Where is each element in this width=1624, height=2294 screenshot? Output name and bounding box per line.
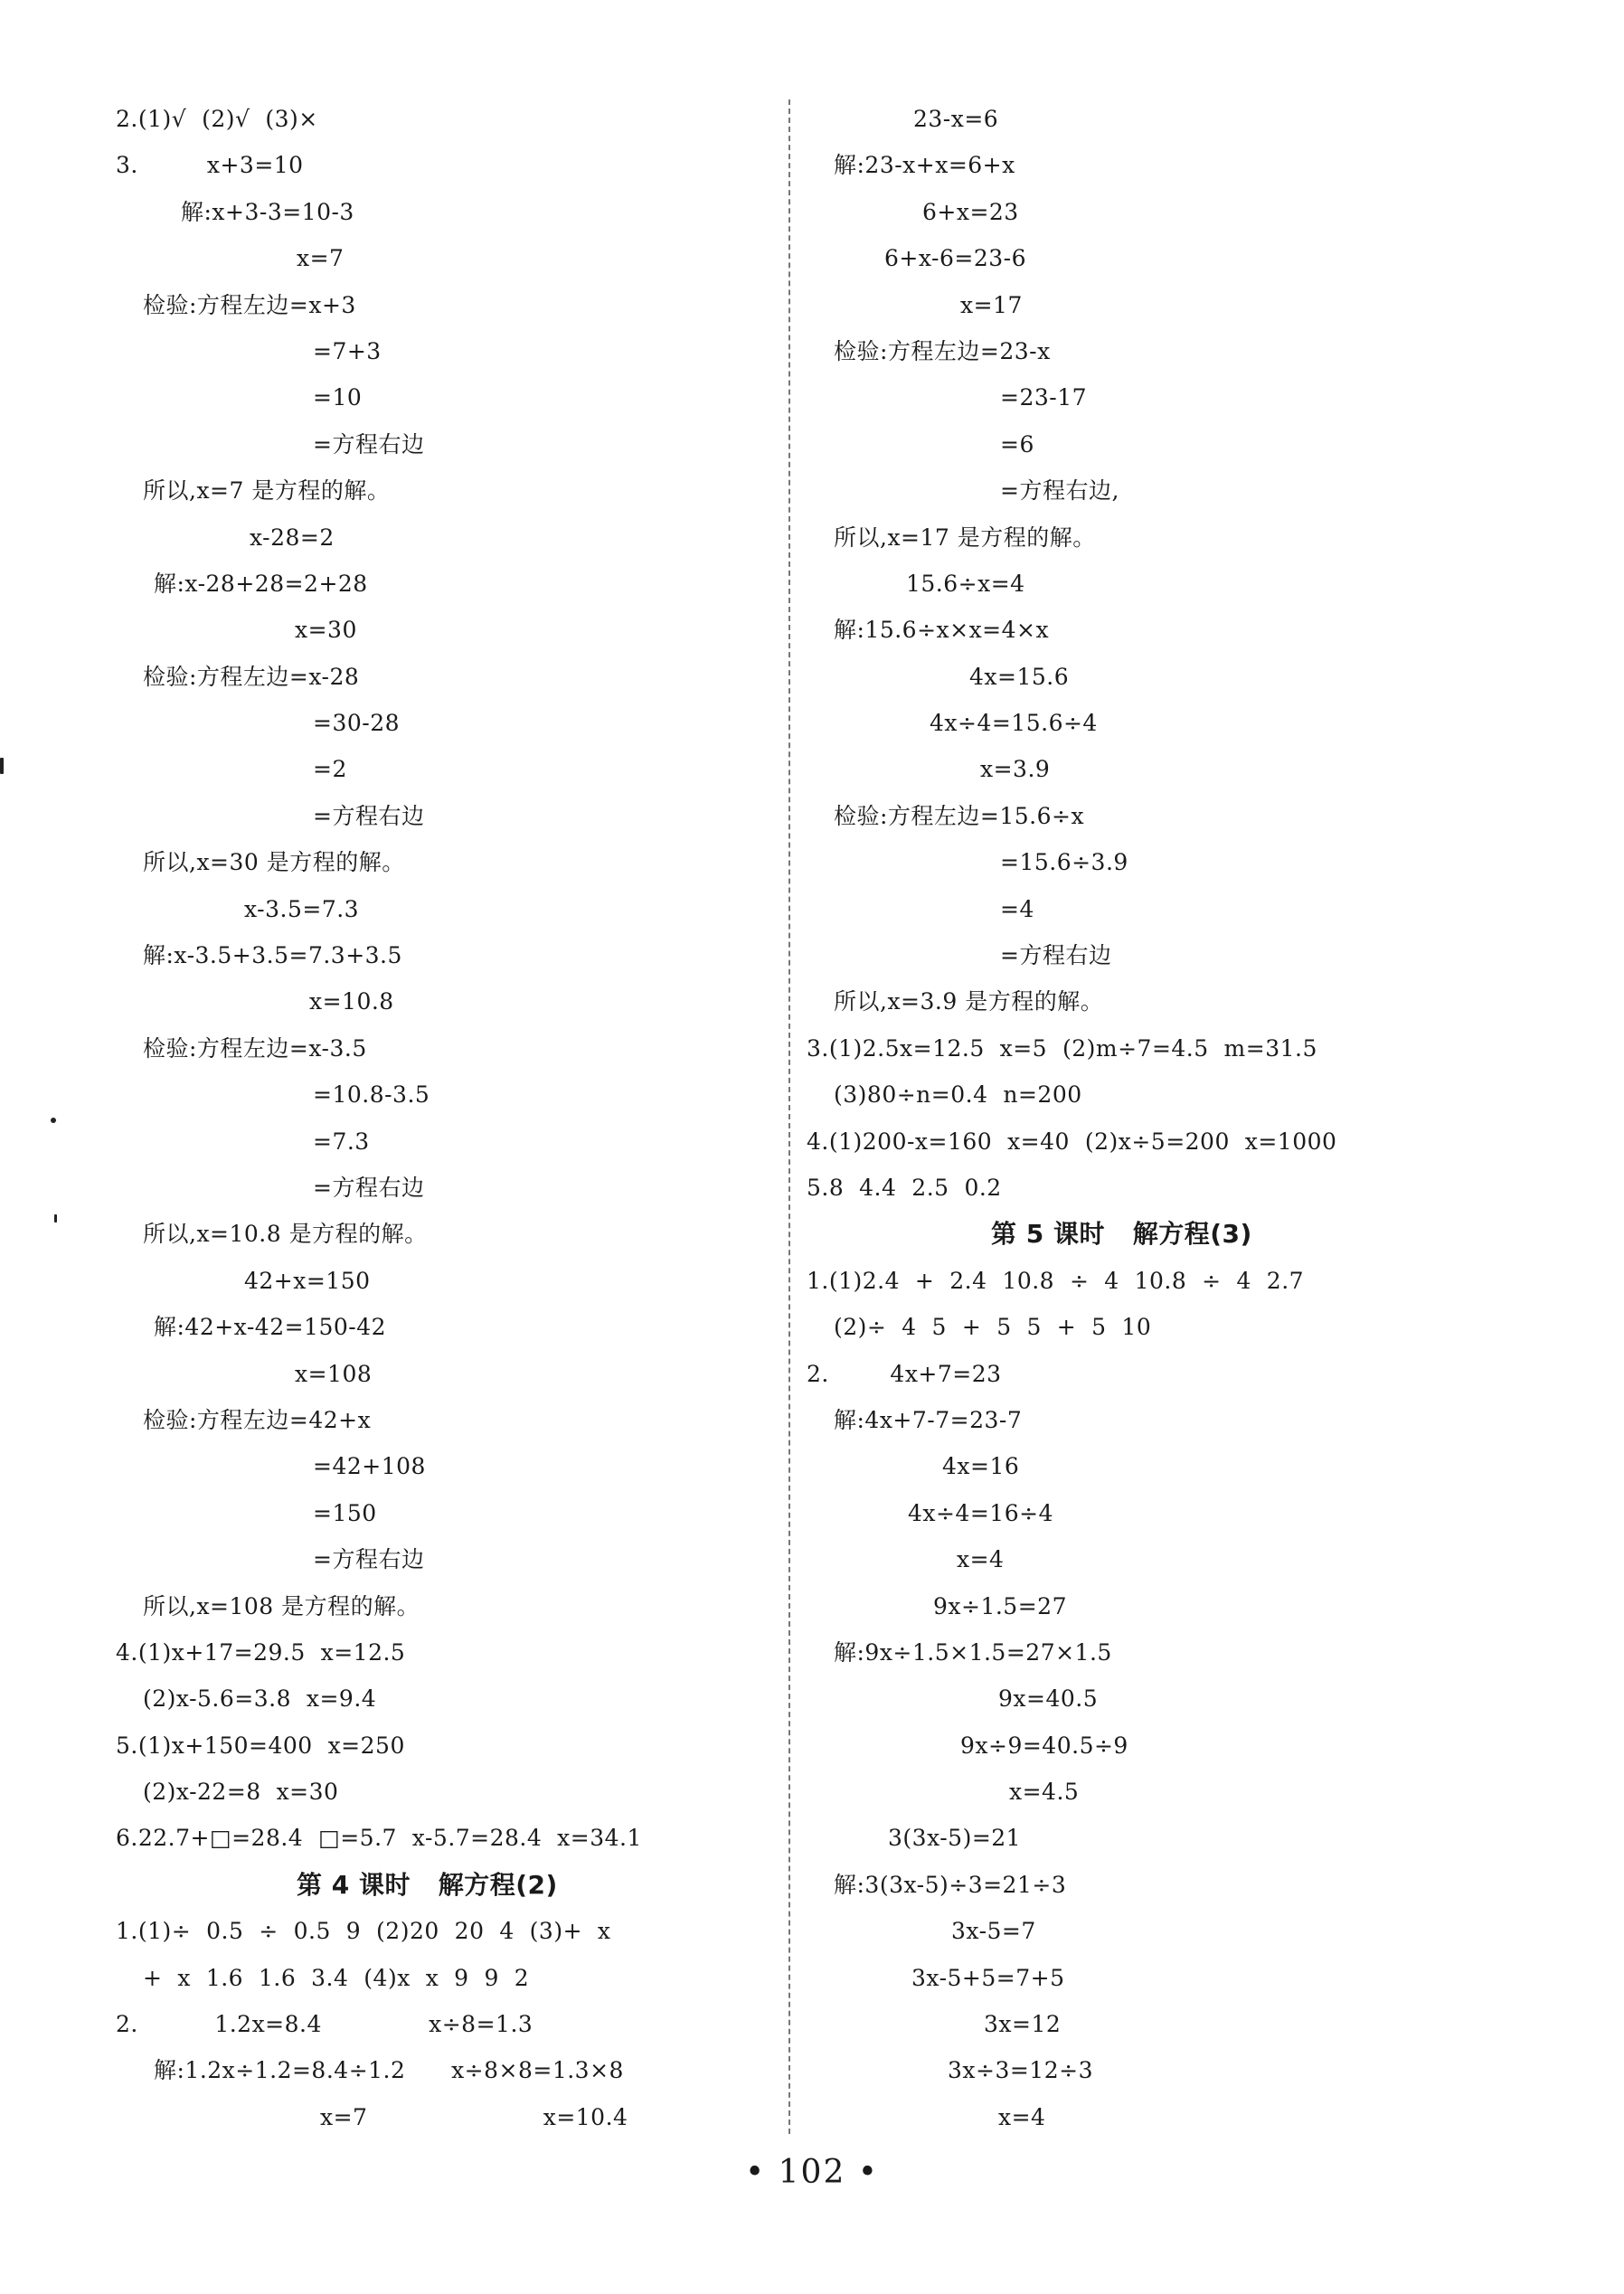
text-line: 15.6÷x=4 xyxy=(906,570,1025,597)
text-line: 6+x=23 xyxy=(922,198,1019,225)
text-line: 检验:方程左边=42+x xyxy=(143,1406,372,1433)
text-line: 3x-5=7 xyxy=(951,1918,1036,1945)
text-line: 检验:方程左边=x-28 xyxy=(143,663,360,690)
text-line: 所以,x=7 是方程的解。 xyxy=(143,477,391,505)
text-line: =2 xyxy=(313,756,347,783)
text-line: =方程右边 xyxy=(313,1174,425,1201)
text-line: 4x=16 xyxy=(942,1453,1020,1480)
text-line: 4.(1)200-x=160 x=40 (2)x÷5=200 x=1000 xyxy=(807,1128,1337,1155)
text-line: =6 xyxy=(1000,430,1034,458)
text-line: 1.(1)2.4 + 2.4 10.8 ÷ 4 10.8 ÷ 4 2.7 xyxy=(807,1267,1305,1294)
text-line: 3.(1)2.5x=12.5 x=5 (2)m÷7=4.5 m=31.5 xyxy=(807,1034,1317,1062)
text-line: 3(3x-5)=21 xyxy=(888,1825,1022,1852)
text-line: 解:23-x+x=6+x xyxy=(834,152,1015,179)
text-line: 23-x=6 xyxy=(913,106,999,132)
text-line: x=108 xyxy=(295,1360,373,1387)
text-line: (2)x-22=8 x=30 xyxy=(143,1779,339,1806)
text-line: =23-17 xyxy=(1000,384,1088,411)
text-line: 42+x=150 xyxy=(244,1267,371,1294)
text-line: 9x÷1.5=27 xyxy=(933,1592,1067,1619)
text-line: 检验:方程左边=15.6÷x xyxy=(834,802,1085,829)
text-line: (3)80÷n=0.4 n=200 xyxy=(834,1081,1082,1109)
text-line: 解:9x÷1.5×1.5=27×1.5 xyxy=(834,1638,1112,1666)
text-line: 5.(1)x+150=400 x=250 xyxy=(116,1732,405,1759)
text-line: 解:42+x-42=150-42 xyxy=(154,1314,387,1341)
text-line: 6+x-6=23-6 xyxy=(884,245,1026,272)
text-line: 所以,x=108 是方程的解。 xyxy=(143,1592,420,1619)
text-line: =10 xyxy=(313,384,363,411)
text-line: =方程右边 xyxy=(313,802,425,829)
text-line: =150 xyxy=(313,1499,377,1526)
text-line: 所以,x=30 是方程的解。 xyxy=(143,849,405,876)
scan-dot xyxy=(51,1118,56,1123)
text-line: 解:4x+7-7=23-7 xyxy=(834,1406,1023,1433)
text-line: 3x÷3=12÷3 xyxy=(948,2057,1093,2084)
text-line: 解:x+3-3=10-3 xyxy=(181,198,354,225)
text-line: 4x÷4=15.6÷4 xyxy=(930,710,1098,737)
text-line: 3x-5+5=7+5 xyxy=(911,1964,1065,1991)
text-line: 检验:方程左边=x-3.5 xyxy=(143,1034,367,1062)
text-line: 3x=12 xyxy=(984,2011,1062,2038)
text-line: 检验:方程左边=23-x xyxy=(834,337,1051,364)
text-line: 2. 4x+7=23 xyxy=(807,1360,1002,1387)
text-line: 2. 1.2x=8.4 x÷8=1.3 xyxy=(116,2011,533,2038)
text-line: =15.6÷3.9 xyxy=(1000,849,1128,876)
text-line: =30-28 xyxy=(313,710,401,737)
text-line: 解:x-28+28=2+28 xyxy=(154,570,368,597)
scan-edge-mark xyxy=(0,758,4,774)
text-line: 解:1.2x÷1.2=8.4÷1.2 x÷8×8=1.3×8 xyxy=(154,2057,624,2084)
text-line: 所以,x=17 是方程的解。 xyxy=(834,524,1096,551)
left-column xyxy=(116,96,767,2140)
text-line: (2)x-5.6=3.8 x=9.4 xyxy=(143,1685,377,1713)
text-line: =7+3 xyxy=(313,337,382,364)
text-line: 所以,x=3.9 是方程的解。 xyxy=(834,988,1104,1015)
text-line: x=4.5 xyxy=(1009,1779,1080,1806)
text-line: x=4 xyxy=(957,1546,1005,1573)
text-line: 9x÷9=40.5÷9 xyxy=(960,1732,1128,1759)
text-line: x=30 xyxy=(295,617,357,644)
text-line: 1.(1)÷ 0.5 ÷ 0.5 9 (2)20 20 4 (3)+ x xyxy=(116,1918,611,1945)
text-line: 4.(1)x+17=29.5 x=12.5 xyxy=(116,1638,406,1666)
text-line: 9x=40.5 xyxy=(998,1685,1099,1713)
text-line: 检验:方程左边=x+3 xyxy=(143,291,356,318)
text-line: x=7 xyxy=(297,245,345,272)
text-line: =方程右边, xyxy=(1000,477,1119,505)
text-line: =7.3 xyxy=(313,1128,370,1155)
text-line: 解:3(3x-5)÷3=21÷3 xyxy=(834,1871,1067,1898)
section-heading: 第 4 课时 解方程(2) xyxy=(297,1869,558,1900)
text-line: x=4 xyxy=(998,2103,1046,2130)
text-line: 3. x+3=10 xyxy=(116,152,304,179)
text-line: + x 1.6 1.6 3.4 (4)x x 9 9 2 xyxy=(143,1964,530,1991)
text-line: =方程右边 xyxy=(313,1546,425,1573)
text-line: 4x=15.6 xyxy=(969,663,1070,690)
text-line: x=7 x=10.4 xyxy=(320,2103,628,2130)
text-line: 解:x-3.5+3.5=7.3+3.5 xyxy=(143,942,402,969)
text-line: x=17 xyxy=(960,291,1023,318)
text-line: 解:15.6÷x×x=4×x xyxy=(834,617,1050,644)
text-line: x=10.8 xyxy=(309,988,394,1015)
page-number: • 102 • xyxy=(744,2154,880,2191)
column-divider xyxy=(788,99,790,2134)
text-line: =方程右边 xyxy=(313,430,425,458)
text-line: x-28=2 xyxy=(250,524,335,551)
text-line: 2.(1)√ (2)√ (3)× xyxy=(116,106,318,132)
scan-tick xyxy=(54,1214,57,1223)
text-line: =42+108 xyxy=(313,1453,426,1480)
text-line: 6.22.7+□=28.4 □=5.7 x-5.7=28.4 x=34.1 xyxy=(116,1825,642,1852)
right-column xyxy=(807,96,1602,2140)
section-heading: 第 5 课时 解方程(3) xyxy=(991,1219,1252,1250)
text-line: =方程右边 xyxy=(1000,942,1112,969)
text-line: (2)÷ 4 5 + 5 5 + 5 10 xyxy=(834,1314,1152,1341)
text-line: 所以,x=10.8 是方程的解。 xyxy=(143,1221,428,1248)
text-line: x=3.9 xyxy=(980,756,1051,783)
text-line: x-3.5=7.3 xyxy=(244,895,360,922)
text-line: 5.8 4.4 2.5 0.2 xyxy=(807,1174,1002,1201)
text-line: 4x÷4=16÷4 xyxy=(908,1499,1053,1526)
text-line: =4 xyxy=(1000,895,1034,922)
text-line: =10.8-3.5 xyxy=(313,1081,430,1109)
